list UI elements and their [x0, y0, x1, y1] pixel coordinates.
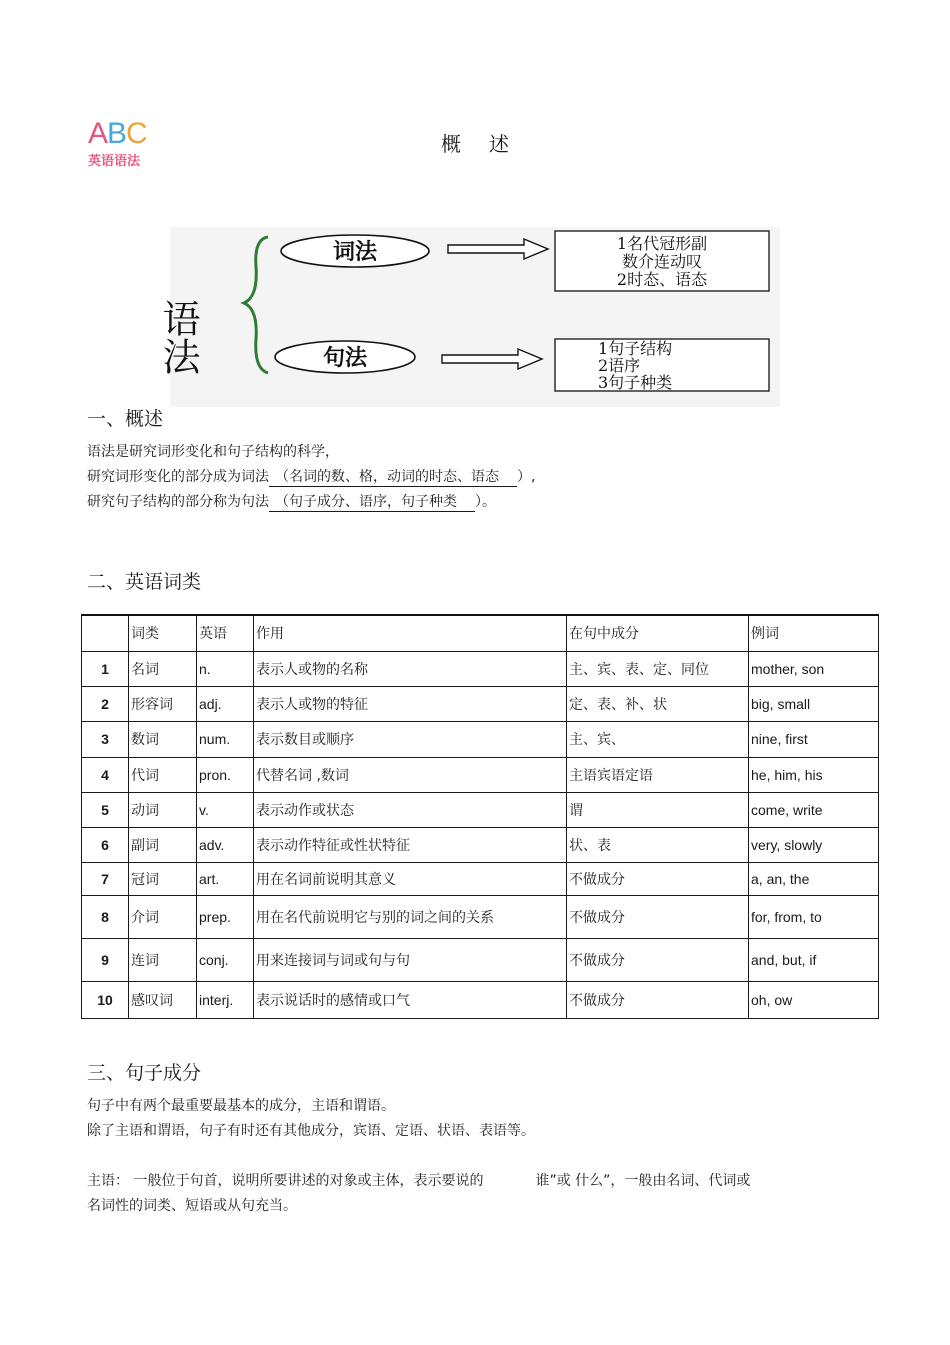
section-heading-word-classes: 二、英语词类 [87, 571, 202, 593]
table-cell: adv. [197, 827, 254, 862]
table-header-cell: 在句中成分 [567, 615, 749, 651]
subject-line-1-part-a: 主语： 一般位于句首，说明所要讲述的对象或主体，表示要说的 [87, 1173, 484, 1189]
table-header-cell: 例词 [749, 615, 879, 651]
table-row [82, 981, 879, 1018]
table-cell: 数词 [129, 721, 197, 757]
diagram-box-2-line-1: 1句子结构 [598, 339, 673, 358]
subject-line-1 [87, 1169, 750, 1194]
table-cell: and, but, if [749, 938, 879, 981]
table-cell: he, him, his [749, 757, 879, 792]
table-cell: 4 [82, 757, 129, 792]
table-cell: 不做成分 [567, 862, 749, 895]
diagram-box-1-line-2: 数介连动叹 [621, 252, 703, 271]
diagram-box-2-line-2: 2语序 [598, 356, 641, 375]
table-cell: 表示动作或状态 [254, 792, 567, 827]
logo-letter-a: A [88, 117, 108, 150]
table-cell: 6 [82, 827, 129, 862]
table-cell: 用来连接词与词或句与句 [254, 938, 567, 981]
overview-line-3-end: ）。 [475, 494, 496, 510]
table-cell: prep. [197, 895, 254, 938]
page-title: 概述 [441, 132, 537, 156]
table-header-cell: 英语 [197, 615, 254, 651]
table-cell: 10 [82, 981, 129, 1018]
table-cell: 表示人或物的特征 [254, 686, 567, 721]
overview-line-3 [87, 490, 535, 515]
table-cell: 冠词 [129, 862, 197, 895]
table-row [82, 651, 879, 686]
table-cell: 9 [82, 938, 129, 981]
overview-line-2-end: ）, [517, 469, 536, 485]
table-cell: 动词 [129, 792, 197, 827]
table-row [82, 792, 879, 827]
table-cell: 3 [82, 721, 129, 757]
table-cell: 连词 [129, 938, 197, 981]
table-cell: for, from, to [749, 895, 879, 938]
table-cell: very, slowly [749, 827, 879, 862]
subject-line-2: 名词性的词类、短语或从句充当。 [87, 1198, 297, 1214]
table-cell: adj. [197, 686, 254, 721]
logo-letter-c: C [126, 117, 147, 150]
diagram-box-2-line-3: 3句子种类 [598, 373, 673, 392]
table-cell: 主、宾、 [567, 721, 749, 757]
table-cell: come, write [749, 792, 879, 827]
table-cell: conj. [197, 938, 254, 981]
table-cell: 状、表 [567, 827, 749, 862]
table-cell: num. [197, 721, 254, 757]
table-cell: 7 [82, 862, 129, 895]
section-heading-overview: 一、概述 [87, 408, 164, 430]
table-cell: 2 [82, 686, 129, 721]
sentence-elements-text [87, 1094, 535, 1144]
overview-line-2 [87, 465, 535, 490]
diagram-box-1-line-3: 2时态、语态 [616, 270, 708, 289]
table-cell: big, small [749, 686, 879, 721]
grammar-diagram [156, 227, 780, 407]
logo-letter-b: B [107, 117, 127, 150]
table-cell: 名词 [129, 651, 197, 686]
table-cell: interj. [197, 981, 254, 1018]
subject-line-1-part-b: 谁”或 什么”，一般由名词、代词或 [535, 1173, 751, 1189]
sentence-line-2: 除了主语和谓语，句子有时还有其他成分，宾语、定语、状语、表语等。 [87, 1123, 535, 1139]
word-class-table [81, 614, 879, 1019]
table-cell: 不做成分 [567, 981, 749, 1018]
diagram-root: 语法 [156, 299, 200, 375]
table-header-row [82, 615, 879, 651]
table-cell: 介词 [129, 895, 197, 938]
table-cell: 1 [82, 651, 129, 686]
diagram-box-1-line-1: 1名代冠形副 [616, 234, 708, 253]
table-cell: 定、表、补、状 [567, 686, 749, 721]
table-cell: 形容词 [129, 686, 197, 721]
table-cell: 表示动作特征或性状特征 [254, 827, 567, 862]
table-cell: oh, ow [749, 981, 879, 1018]
table-cell: 不做成分 [567, 895, 749, 938]
table-cell: a, an, the [749, 862, 879, 895]
table-cell: 8 [82, 895, 129, 938]
table-header-cell: 词类 [129, 615, 197, 651]
table-cell: n. [197, 651, 254, 686]
logo-subtitle: 英语语法 [88, 154, 141, 169]
table-cell: v. [197, 792, 254, 827]
section-heading-sentence-elements: 三、句子成分 [87, 1062, 202, 1084]
table-cell: 代词 [129, 757, 197, 792]
table-cell: 表示说话时的感情或口气 [254, 981, 567, 1018]
diagram-branch-2-label: 句法 [322, 345, 368, 371]
table-row [82, 757, 879, 792]
table-row [82, 721, 879, 757]
diagram-branch-1-label: 词法 [332, 239, 378, 265]
table-row [82, 862, 879, 895]
table-cell: 感叹词 [129, 981, 197, 1018]
subject-definition [87, 1169, 750, 1219]
table-cell: 副词 [129, 827, 197, 862]
table-row [82, 938, 879, 981]
table-cell: 谓 [567, 792, 749, 827]
table-cell: art. [197, 862, 254, 895]
table-cell: 不做成分 [567, 938, 749, 981]
overview-line-3-text: 研究句子结构的部分称为句法 [87, 494, 269, 510]
table-cell: 主语宾语定语 [567, 757, 749, 792]
overview-line-1: 语法是研究词形变化和句子结构的科学， [87, 444, 339, 460]
table-cell: pron. [197, 757, 254, 792]
overview-line-2-text: 研究词形变化的部分成为词法 [87, 469, 269, 485]
table-cell: 表示数目或顺序 [254, 721, 567, 757]
overview-text [87, 440, 535, 515]
sentence-line-1: 句子中有两个最重要最基本的成分，主语和谓语。 [87, 1098, 395, 1114]
table-cell: 用在名代前说明它与别的词之间的关系 [254, 895, 567, 938]
table-cell: 表示人或物的名称 [254, 651, 567, 686]
table-cell: nine, first [749, 721, 879, 757]
table-cell: 用在名词前说明其意义 [254, 862, 567, 895]
overview-line-3-underlined: （句子成分、语序，句子种类 [269, 493, 475, 512]
overview-line-2-underlined: （名词的数、格，动词的时态、语态 [269, 468, 517, 487]
table-cell: 主、宾、表、定、同位 [567, 651, 749, 686]
table-cell: mother, son [749, 651, 879, 686]
table-row [82, 827, 879, 862]
table-row [82, 895, 879, 938]
table-cell: 代替名词 ,数词 [254, 757, 567, 792]
table-header-cell [82, 615, 129, 651]
table-header-cell: 作用 [254, 615, 567, 651]
table-row [82, 686, 879, 721]
table-cell: 5 [82, 792, 129, 827]
